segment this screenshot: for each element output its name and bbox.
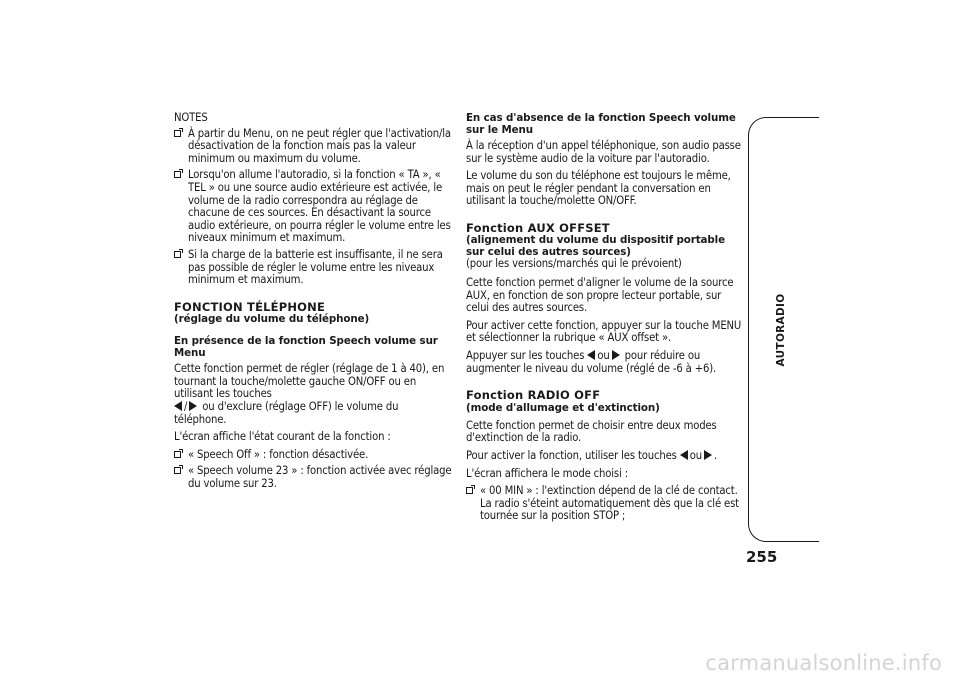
display-state-text: L'écran affiche l'état courant de la fonction : <box>174 430 391 444</box>
arrow-right-icon <box>189 401 197 411</box>
right-column <box>466 112 742 527</box>
notes-label: NOTES <box>174 111 208 124</box>
phone-section-title: FONCTION TÉLÉPHONE <box>174 299 326 314</box>
arrow-left-icon <box>680 450 688 460</box>
aux-availability-note: (pour les versions/marchés qui le prévoient) <box>466 257 682 271</box>
radio-section-title: Fonction RADIO OFF <box>466 388 601 403</box>
checkbox-bullet-icon <box>174 451 181 458</box>
note-item: Lorsqu'on allume l'autoradio, si la fonction « TA », « TEL » ou une source audio extérieure est activée, le volume de la radio correspondra au réglage de chacune de ces sources. En désactivant la source audio extérieure, on pourra régler le volume entre les niveaux minimum et maximum. <box>174 169 452 245</box>
arrow-left-icon <box>587 350 595 360</box>
aux-section-subtitle: (alignement du volume du dispositif portable sur celui des autres sources) <box>466 234 725 259</box>
checkbox-bullet-icon <box>174 130 181 137</box>
phone-section-subtitle: (réglage du volume du téléphone) <box>174 313 370 326</box>
checkbox-bullet-icon <box>174 171 181 178</box>
note-item: À partir du Menu, on ne peut régler que l'activation/la désactivation de la fonction mais pas la valeur minimum ou maximum du volume. <box>174 128 452 166</box>
checkbox-bullet-icon <box>174 467 181 474</box>
checkbox-bullet-icon <box>466 487 473 494</box>
page-number: 255 <box>746 548 778 566</box>
list-item: « 00 MIN » : l'extinction dépend de la clé de contact. La radio s'éteint automatiquement dès que la clé est tournée sur la position STOP ; <box>466 485 742 523</box>
radio-paragraph: Cette fonction permet de choisir entre deux modes d'extinction de la radio. <box>466 418 717 445</box>
list-item: « Speech Off » : fonction désactivée. <box>174 449 452 462</box>
radio-paragraph: Pour activer la fonction, utiliser les touches ou . <box>466 448 718 462</box>
arrow-right-icon <box>704 450 712 460</box>
radio-paragraph: L'écran affichera le mode choisi : <box>466 466 628 480</box>
absence-paragraph: À la réception d'un appel téléphonique, son audio passe sur le système audio de la voiture par l'autoradio. <box>466 139 741 165</box>
note-item: Si la charge de la batterie est insuffisante, il ne sera pas possible de régler le volume entre les niveaux minimum et maximum. <box>174 249 452 287</box>
speech-volume-text: Cette fonction permet de régler (réglage de 1 à 40), en tournant la touche/molette gauche ON/OFF ou en utilisant les touches / ou d'exclure (réglage OFF) le volume du téléphone. <box>174 362 445 426</box>
aux-section-title: Fonction AUX OFFSET <box>466 220 610 235</box>
watermark: carmanualsonline.info <box>705 651 942 675</box>
absence-title: En cas d'absence de la fonction Speech volume sur le Menu <box>466 112 736 136</box>
radio-section-subtitle: (mode d'allumage et d'extinction) <box>466 401 660 414</box>
aux-paragraph: Appuyer sur les touches ou pour réduire ou augmenter le niveau du volume (réglé de -6 à +6). <box>466 349 717 375</box>
aux-paragraph: Pour activer cette fonction, appuyer sur la touche MENU et sélectionner la rubrique « AUX offset ». <box>466 318 742 345</box>
aux-paragraph: Cette fonction permet d'aligner le volume de la source AUX, en fonction de son propre lecteur portable, sur celui des autres sources. <box>466 276 734 315</box>
left-column <box>174 112 452 495</box>
arrow-left-icon <box>174 401 182 411</box>
absence-paragraph: Le volume du son du téléphone est toujours le même, mais on peut le régler pendant la conversation en utilisant la touche/molette ON/OFF. <box>466 169 731 208</box>
speech-volume-title: En présence de la fonction Speech volume sur Menu <box>174 335 438 360</box>
checkbox-bullet-icon <box>174 251 181 258</box>
arrow-right-icon <box>612 350 620 360</box>
chapter-tab-label: AUTORADIO <box>775 293 787 367</box>
list-item: « Speech volume 23 » : fonction activée avec réglage du volume sur 23. <box>174 465 452 490</box>
